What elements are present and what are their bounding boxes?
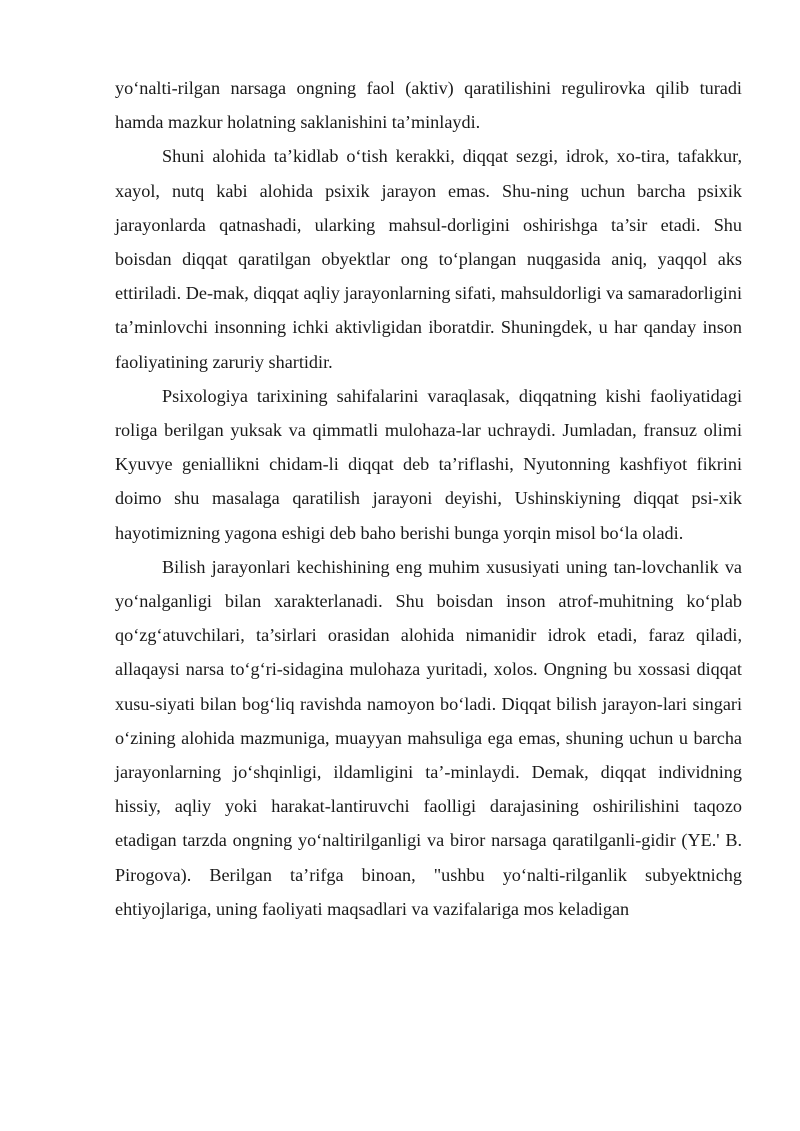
paragraph-continuation: yo‘nalti-rilgan narsaga ongning faol (aktiv) qaratilishini regulirovka qilib turadi hamda mazkur holatning saklanishini ta’minlaydi.: [115, 78, 742, 133]
paragraph-selectivity-of-cognition: Bilish jarayonlari kechishining eng muhim xususiyati uning tan-lovchanlik va yo‘nalganligi bilan xarakterlanadi. Shu boisdan inson atrof-muhitning ko‘plab qo‘zg‘atuvchilari, ta’sirlari orasidan alohida nimanidir idrok etadi, faraz qiladi, allaqaysi narsa to‘g‘ri-sidagina mulohaza yuritadi, xolos. Ongning bu xossasi diqqat xusu-siyati bilan bog‘liq ravishda namoyon bo‘ladi. Diqqat bilish jarayon-lari singari o‘zining alohida mazmuniga, muayyan mahsuliga ega emas, shuning uchun u barcha jarayonlarning jo‘shqinligi, ildamligini ta’-minlaydi. Demak, diqqat individning hissiy, aqliy yoki harakat-lantiruvchi faolligi darajasining oshirilishini taqozo etadigan tarzda ongning yo‘naltirilganligi va biror narsaga qaratilganli-gidir (YE.' B. Pirogova). Berilgan ta’rifga binoan, "ushbu yo‘nalti-rilganlik subyektnichg ehtiyojlariga, uning faoliyati maqsadlari va vazifalariga mos keladigan: [115, 556, 742, 919]
document-page: [115, 71, 742, 926]
paragraph-attention-not-separate-process: Shuni alohida ta’kidlab o‘tish kerakki, diqqat sezgi, idrok, xo-tira, tafakkur, xayol, nutq kabi alohida psixik jarayon emas. Shu-ning uchun barcha psixik jarayonlarda qatnashadi, ularking mahsul-dorligini oshirishga ta’sir etadi. Shu boisdan diqqat qaratilgan obyektlar ong to‘plangan nuqgasida aniq, yaqqol aks ettiriladi. De-mak, diqqat aqliy jarayonlarning sifati, mahsuldorligi va samaradorligini ta’minlovchi insonning ichki aktivligidan iboratdir. Shuningdek, u har qanday inson faoliyatining zaruriy shartidir.: [115, 146, 742, 372]
paragraph-history-of-psychology: Psixologiya tarixining sahifalarini varaqlasak, diqqatning kishi faoliyatidagi roliga berilgan yuksak va qimmatli mulohaza-lar uchraydi. Jumladan, fransuz olimi Kyuvye geniallikni chidam-li diqqat deb ta’riflashi, Nyutonning kashfiyot fikrini doimo shu masalaga qaratilish jarayoni deyishi, Ushinskiyning diqqat psi-xik hayotimizning yagona eshigi deb baho berishi bunga yorqin misol bo‘la oladi.: [115, 385, 742, 543]
